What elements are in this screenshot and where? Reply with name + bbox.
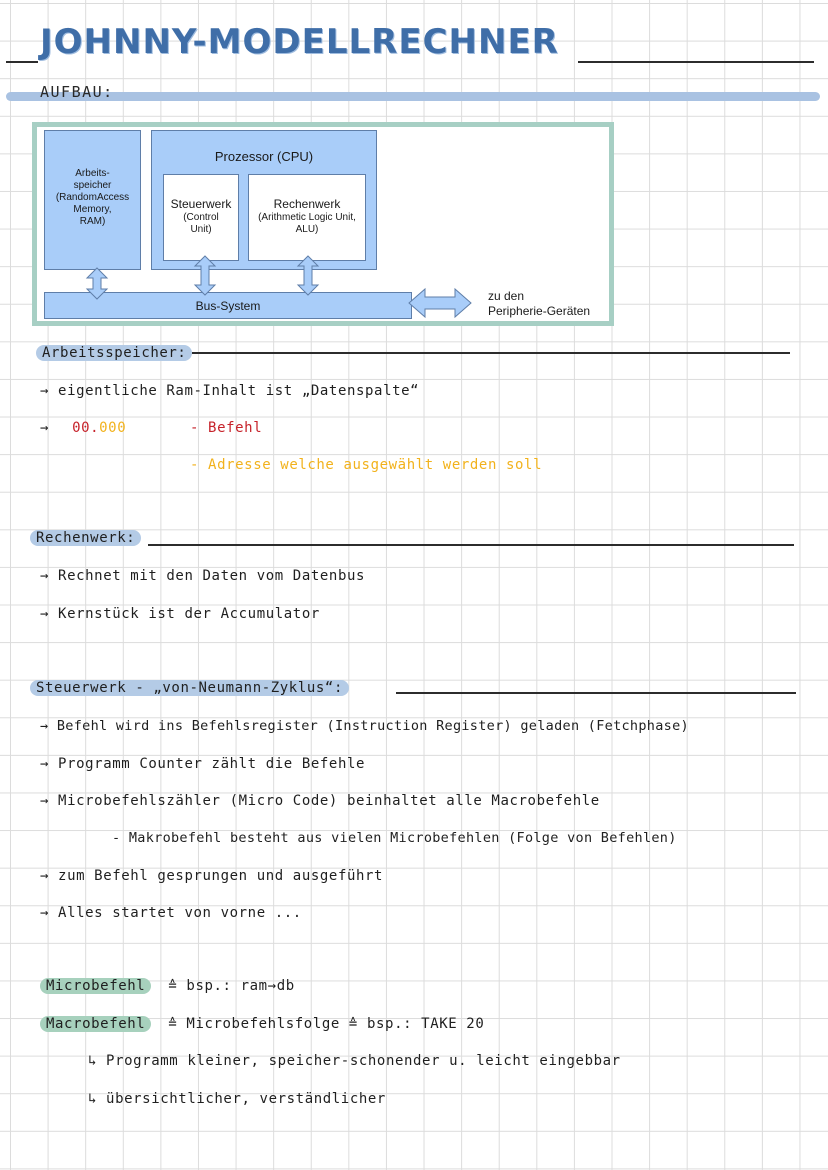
code-address: 000 xyxy=(99,420,127,436)
macrobefehl-line xyxy=(40,1016,484,1032)
rechenwerk-line-1: → Rechnet mit den Daten vom Datenbus xyxy=(40,568,366,584)
ram-label: Arbeits- speicher (RandomAccess Memory, RAM) xyxy=(55,168,130,227)
steuerwerk-line-6: → Alles startet von vorne ... xyxy=(40,905,302,921)
microbefehl-label: Microbefehl xyxy=(40,978,151,994)
alu-title: Rechenwerk xyxy=(273,197,341,211)
alu-bus-arrow xyxy=(298,256,318,295)
bus-label: Bus-System xyxy=(195,299,261,313)
architecture-diagram xyxy=(32,122,614,326)
arbeitsspeicher-heading-text: Arbeitsspeicher: xyxy=(36,345,192,361)
code-opcode: 00. xyxy=(72,420,100,436)
microbefehl-text: ≙ bsp.: ram→db xyxy=(168,978,295,994)
steuerwerk-rule xyxy=(396,692,796,694)
rechenwerk-line-2: → Kernstück ist der Accumulator xyxy=(40,606,320,622)
steuerwerk-heading xyxy=(30,680,349,696)
ram-bus-arrow xyxy=(87,268,107,299)
adresse-note: - Adresse welche ausgewählt werden soll xyxy=(190,457,543,473)
rechenwerk-heading-text: Rechenwerk: xyxy=(30,530,141,546)
diagram-arrows xyxy=(37,127,609,321)
cpu-label: Prozessor (CPU) xyxy=(214,149,314,164)
title-rule-right xyxy=(578,61,814,63)
alu-sub: (Arithmetic Logic Unit, ALU) xyxy=(258,212,356,235)
peripheral-label: zu den Peripherie-Geräten xyxy=(488,289,591,318)
rechenwerk-rule xyxy=(148,544,794,546)
title-rule-left xyxy=(6,61,38,63)
control-unit-sub: (Control Unit) xyxy=(183,212,219,235)
subtitle: AUFBAU: xyxy=(40,83,114,101)
arbeitsspeicher-rule xyxy=(192,352,790,354)
steuerwerk-heading-text: Steuerwerk - „von-Neumann-Zyklus“: xyxy=(30,680,349,696)
steuerwerk-line-4: - Makrobefehl besteht aus vielen Microbefehlen (Folge von Befehlen) xyxy=(112,830,677,846)
steuerwerk-line-3: → Microbefehlszähler (Micro Code) beinhaltet alle Macrobefehle xyxy=(40,793,600,809)
microbefehl-line xyxy=(40,978,295,994)
macrobefehl-text: ≙ Microbefehlsfolge ≙ bsp.: TAKE 20 xyxy=(168,1016,485,1032)
arbeitsspeicher-heading xyxy=(36,345,192,361)
macrobefehl-label: Macrobefehl xyxy=(40,1016,151,1032)
control-unit-title: Steuerwerk xyxy=(170,197,232,211)
subtitle-band xyxy=(6,92,820,101)
befehl-note: - Befehl xyxy=(190,420,263,436)
steuerwerk-line-5: → zum Befehl gesprungen und ausgeführt xyxy=(40,868,384,884)
befehle-bullet-2: ↳ übersichtlicher, verständlicher xyxy=(88,1091,386,1107)
befehle-bullet-1: ↳ Programm kleiner, speicher-schonender u. leicht eingebbar xyxy=(88,1053,621,1069)
code-arrow: → xyxy=(40,420,50,436)
rechenwerk-heading xyxy=(30,530,141,546)
peripheral-arrow xyxy=(409,289,471,317)
page-title: JOHNNY-MODELLRECHNER xyxy=(40,22,559,62)
ram-content-line: → eigentliche Ram-Inhalt ist „Datenspalte“ xyxy=(40,383,420,399)
ram-code-line xyxy=(40,420,126,436)
steuerwerk-line-1: → Befehl wird ins Befehlsregister (Instruction Register) geladen (Fetchphase) xyxy=(40,718,689,734)
steuerwerk-line-2: → Programm Counter zählt die Befehle xyxy=(40,756,366,772)
control-bus-arrow xyxy=(195,256,215,295)
